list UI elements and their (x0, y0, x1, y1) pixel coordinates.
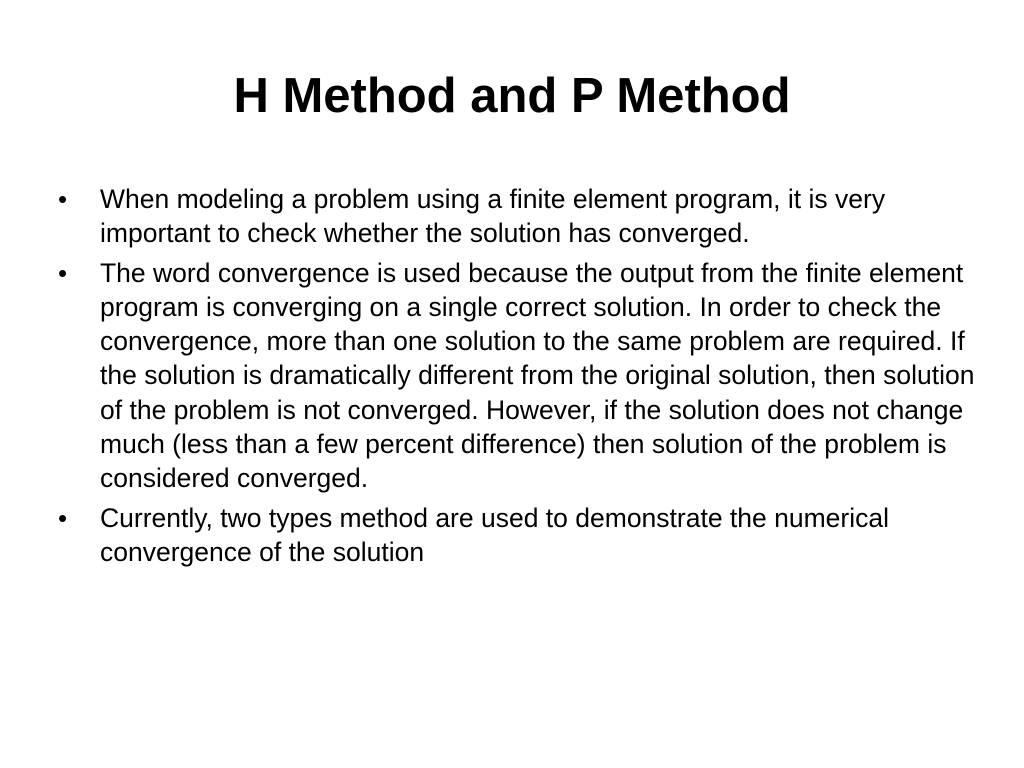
bullet-text: Currently, two types method are used to demonstrate the numerical convergence of the solution (100, 502, 890, 567)
bullet-item (55, 182, 975, 251)
bullet-item (55, 501, 975, 570)
bullet-dot-icon: • (58, 257, 68, 288)
bullet-dot-icon: • (58, 502, 68, 533)
bullet-item (55, 256, 975, 496)
bullet-dot-icon: • (58, 184, 68, 214)
bullet-text: The word convergence is used because the output from the finite element program is converging on a single correct solution. In order to check the convergence, more than one solution to the same problem are required. If the solution is dramatically different from the original solution, then solution of the problem is not converged. However, if the solution does not change much (less than a few percent difference) then solution of the problem is considered converged. (100, 257, 975, 494)
bullet-list (55, 182, 975, 574)
bullet-text: When modeling a problem using a finite element program, it is very important to check whether the solution has converged. (100, 184, 886, 249)
slide-title: H Method and P Method (233, 69, 791, 123)
